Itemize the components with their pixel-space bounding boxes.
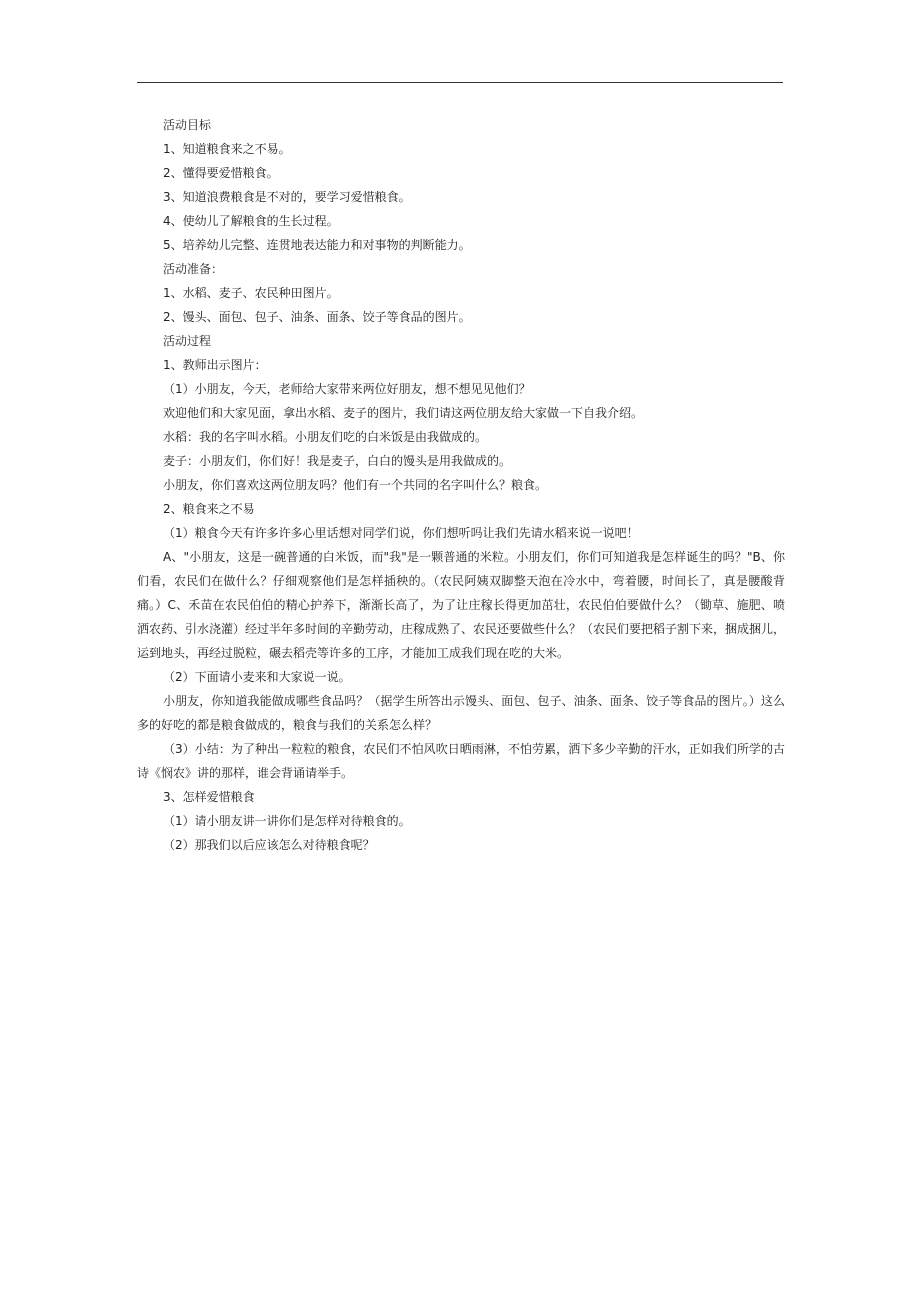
section-heading-preparation: 活动准备： — [163, 262, 224, 276]
goal-item: 3、知道浪费粮食是不对的，要学习爱惜粮食。 — [163, 190, 411, 204]
process-text: （1）小朋友，今天，老师给大家带来两位好朋友，想不想见见他们？ — [163, 382, 531, 396]
preparation-item: 2、馒头、面包、包子、油条、面条、饺子等食品的图片。 — [163, 310, 471, 324]
summary-paragraph: （3）小结：为了种出一粒粒的粮食，农民们不怕风吹日晒雨淋，不怕劳累，洒下多少辛勤的汗水，正如我们所学的古诗《悯农》讲的那样，谁会背诵请举手。 — [137, 742, 785, 780]
process-text: （2）那我们以后应该怎么对待粮食呢？ — [163, 838, 375, 852]
goal-item: 1、知道粮食来之不易。 — [163, 142, 291, 156]
process-text: 水稻：我的名字叫水稻。小朋友们吃的白米饭是由我做成的。 — [163, 430, 488, 444]
process-text: 麦子：小朋友们，你们好！我是麦子，白白的馒头是用我做成的。 — [163, 454, 512, 468]
process-text: （2）下面请小麦来和大家说一说。 — [163, 670, 351, 684]
section-heading-goals: 活动目标 — [163, 118, 212, 132]
document-body — [137, 113, 786, 857]
goal-item: 4、使幼儿了解粮食的生长过程。 — [163, 214, 339, 228]
preparation-item: 1、水稻、麦子、农民种田图片。 — [163, 286, 339, 300]
section-heading-process: 活动过程 — [163, 334, 212, 348]
goal-item: 2、懂得要爱惜粮食。 — [163, 166, 279, 180]
process-step: 3、怎样爱惜粮食 — [163, 790, 255, 804]
header-rule — [137, 82, 783, 83]
process-text: 小朋友，你们喜欢这两位朋友吗？他们有一个共同的名字叫什么？粮食。 — [163, 478, 548, 492]
rice-story-paragraph: A、"小朋友，这是一碗普通的白米饭，而"我"是一颗普通的米粒。小朋友们，你们可知道我是怎样诞生的吗？"B、你们看，农民们在做什么？仔细观察他们是怎样插秧的。（农民阿姨双脚整天泡在冷水中，弯着腰，时间长了，真是腰酸背痛。）C、禾苗在农民伯伯的精心护养下，渐渐长高了，为了让庄稼长得更加茁壮，农民伯伯要做什么？（锄草、施肥、喷洒农药、引水浇灌）经过半年多时间的辛勤劳动，庄稼成熟了、农民还要做些什么？（农民们要把稻子割下来，捆成捆儿，运到地头，再经过脱粒，碾去稻壳等许多的工序，才能加工成我们现在吃的大米。 — [137, 550, 786, 660]
wheat-foods-paragraph: 小朋友，你知道我能做成哪些食品吗？（据学生所答出示馒头、面包、包子、油条、面条、饺子等食品的图片。）这么多的好吃的都是粮食做成的，粮食与我们的关系怎么样？ — [137, 694, 785, 732]
goal-item: 5、培养幼儿完整、连贯地表达能力和对事物的判断能力。 — [163, 238, 471, 252]
process-step: 1、教师出示图片： — [163, 358, 267, 372]
process-text: （1）粮食今天有许多许多心里话想对同学们说，你们想听吗让我们先请水稻来说一说吧！ — [163, 526, 639, 540]
process-text: 欢迎他们和大家见面，拿出水稻、麦子的图片，我们请这两位朋友给大家做一下自我介绍。 — [163, 406, 644, 420]
process-text: （1）请小朋友讲一讲你们是怎样对待粮食的。 — [163, 814, 411, 828]
process-step: 2、粮食来之不易 — [163, 502, 255, 516]
